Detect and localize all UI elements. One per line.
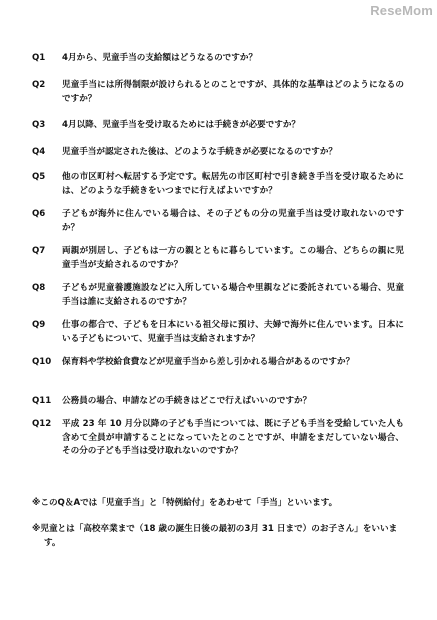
question-item bbox=[32, 79, 404, 106]
question-number: Q11 bbox=[32, 396, 52, 406]
note-item bbox=[32, 523, 404, 550]
question-item bbox=[32, 245, 404, 272]
question-number: Q8 bbox=[32, 283, 46, 293]
question-number: Q12 bbox=[32, 419, 52, 429]
question-text: 他の市区町村へ転居する予定です。転居先の市区町村で引き続き手当を受け取るためには、どのような手続きをいつまでに行えばよいですか？ bbox=[62, 172, 404, 196]
note-item bbox=[32, 497, 404, 511]
question-item bbox=[32, 282, 404, 309]
question-text: 児童手当には所得制限が設けられるとのことですが、具体的な基準はどのようになるのですか？ bbox=[62, 80, 404, 104]
question-text: 平成 23 年 10 月分以降の子ども手当については、既に子ども手当を受給していた人も含めて全員が申請することになっていたとのことですが、申請をまだしていない場合、その分の子ども手当は受け取れないのですか？ bbox=[62, 419, 404, 456]
question-item bbox=[32, 119, 404, 133]
question-text: 仕事の都合で、子どもを日本にいる祖父母に預け、夫婦で海外に住んでいます。日本にいる子どもについて、児童手当は支給されますか？ bbox=[62, 320, 404, 344]
question-number: Q1 bbox=[32, 53, 46, 63]
question-item bbox=[32, 146, 404, 160]
question-number: Q5 bbox=[32, 172, 46, 182]
question-text: 両親が別居し、子どもは一方の親とともに暮らしています。この場合、どちらの親に児童手当が支給されるのですか？ bbox=[62, 246, 404, 270]
question-item bbox=[32, 52, 404, 66]
resemom-watermark: ReseMom bbox=[370, 3, 433, 18]
question-text: 子どもが児童養護施設などに入所している場合や里親などに委託されている場合、児童手当は誰に支給されるのですか？ bbox=[62, 283, 404, 307]
question-number: Q10 bbox=[32, 357, 52, 367]
question-text: 子どもが海外に住んでいる場合は、その子どもの分の児童手当は受け取れないのですか？ bbox=[62, 209, 404, 233]
note-text: ※このQ＆Aでは「児童手当」と「特例給付」をあわせて「手当」といいます。 bbox=[32, 498, 338, 508]
question-text: 公務員の場合、申請などの手続きはどこで行えばいいのですか？ bbox=[62, 396, 312, 406]
question-item bbox=[32, 171, 404, 198]
question-item bbox=[32, 356, 404, 370]
question-item bbox=[32, 319, 404, 346]
note-text: ※児童とは「高校卒業まで（18 歳の誕生日後の最初の3月 31 日まで）のお子さん」をいいます。 bbox=[32, 524, 398, 548]
question-number: Q3 bbox=[32, 120, 46, 130]
question-item bbox=[32, 395, 404, 409]
question-number: Q6 bbox=[32, 209, 46, 219]
question-text: 保育料や学校給食費などが児童手当から差し引かれる場合があるのですか？ bbox=[62, 357, 355, 367]
question-text: 児童手当が認定された後は、どのような手続きが必要になるのですか？ bbox=[62, 147, 338, 157]
question-number: Q9 bbox=[32, 320, 46, 330]
question-number: Q4 bbox=[32, 147, 46, 157]
question-number: Q2 bbox=[32, 80, 46, 90]
question-text: 4月以降、児童手当を受け取るためには手続きが必要ですか？ bbox=[62, 120, 301, 130]
question-item bbox=[32, 208, 404, 235]
question-text: 4月から、児童手当の支給額はどうなるのですか？ bbox=[62, 53, 258, 63]
question-item bbox=[32, 418, 404, 459]
question-number: Q7 bbox=[32, 246, 46, 256]
